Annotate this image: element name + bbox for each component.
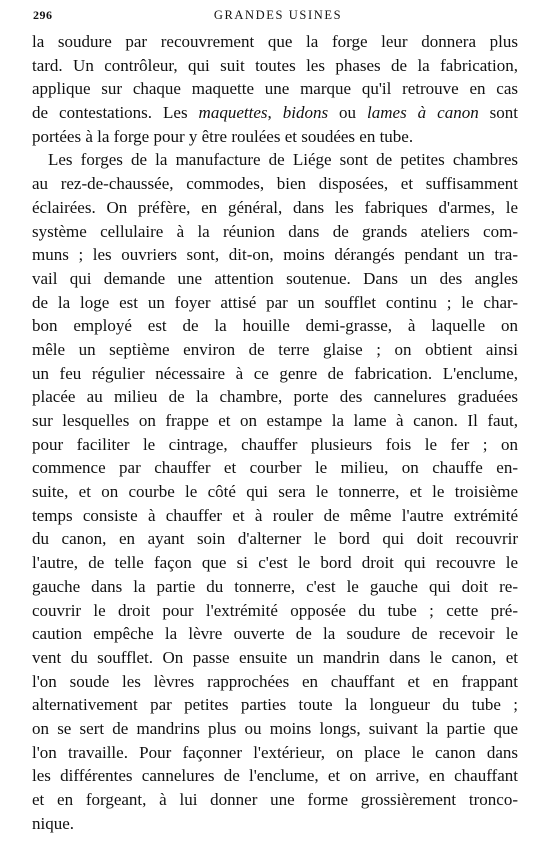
page-header (33, 6, 523, 26)
text-line: un feu régulier nécessaire à ce genre de fabrication. L'enclume, (32, 363, 518, 383)
text-line: suite, et on courbe le côté qui sera le tonnerre, et le troisième (32, 482, 518, 502)
text-line: placée au milieu de la chambre, porte des cannelures graduées (32, 387, 518, 407)
text-line: tard. Un contrôleur, qui suit toutes les phases de la fabrication, (32, 55, 518, 75)
text-line: au rez-de-chaussée, commodes, bien disposées, et suffisamment (32, 174, 518, 194)
text-segment: , (267, 103, 283, 123)
text-segment: de contestations. Les (32, 103, 199, 123)
text-line: éclairées. On préfère, en général, dans les fabriques d'armes, le (32, 197, 518, 217)
text-line: pour faciliter le cintrage, chauffer plusieurs fois le fer ; on (32, 434, 518, 454)
text-line: bon employé est de la houille demi-grasse, à laquelle on (32, 316, 518, 336)
text-line: couvrir le droit pour l'extrémité opposée du tube ; cette pré- (32, 600, 518, 620)
text-line: l'on travaille. Pour façonner l'extérieur, on place le canon dans (32, 742, 518, 762)
text-line: de la loge est un foyer attisé par un soufflet continu ; le char- (32, 292, 518, 312)
italic-term: lames à canon (367, 103, 479, 123)
text-line: mêle un septième environ de terre glaise ; on obtient ainsi (32, 339, 518, 359)
text-line: on se sert de mandrins plus ou moins longs, suivant la partie que (32, 718, 518, 738)
text-line: temps consiste à chauffer et à rouler de même l'autre extrémité (32, 505, 518, 525)
italic-term: maquettes (198, 103, 268, 123)
paragraph-first-line: Les forges de la manufacture de Liége sont de petites chambres (48, 150, 518, 170)
body-text (32, 30, 518, 835)
text-line: la soudure par recouvrement que la forge leur donnera plus (32, 32, 518, 51)
text-segment: ou (328, 103, 368, 123)
italic-term: bidons (282, 103, 329, 123)
text-line: les différentes cannelures de l'enclume, et on arrive, en chauffant (32, 766, 518, 786)
text-line: vail qui demande une attention soutenue. Dans un des angles (32, 268, 518, 288)
text-line: muns ; les ouvriers sont, dit-on, moins dérangés pendant un tra- (32, 245, 518, 265)
text-line: du canon, en ayant soin d'alterner le bord qui doit recouvrir (32, 529, 518, 549)
text-line: sur lesquelles on frappe et on estampe la lame à canon. Il faut, (32, 411, 518, 430)
text-line: nique. (32, 813, 75, 833)
text-line: système cellulaire à la réunion dans de grands ateliers com- (32, 221, 518, 241)
text-line: commence par chauffer et courber le milieu, on chauffe en- (32, 458, 518, 478)
text-line: alternativement par petites parties toute la longueur du tube ; (32, 695, 518, 715)
text-line: gauche dans la partie du tonnerre, c'est le gauche qui doit re- (32, 576, 518, 596)
text-line: caution empêche la lèvre ouverte de la soudure de recevoir le (32, 624, 518, 644)
text-segment: sont (478, 103, 519, 123)
text-line: l'on soude les lèvres rapprochées en chauffant et en frappant (32, 671, 518, 691)
text-line: portées à la forge pour y être roulées et soudées en tube. (32, 126, 414, 146)
text-line: et en forgeant, à lui donner une forme grossièrement tronco- (32, 790, 518, 809)
text-line: l'autre, de telle façon que si c'est le bord droit qui recouvre le (32, 553, 518, 573)
text-line (32, 101, 518, 125)
page-number: 296 (33, 8, 53, 22)
text-line: vent du soufflet. On passe ensuite un mandrin dans le canon, et (32, 647, 518, 667)
text-line: applique sur chaque maquette une marque qu'il retrouve en cas (32, 79, 518, 99)
running-title: GRANDES USINES (213, 8, 343, 22)
